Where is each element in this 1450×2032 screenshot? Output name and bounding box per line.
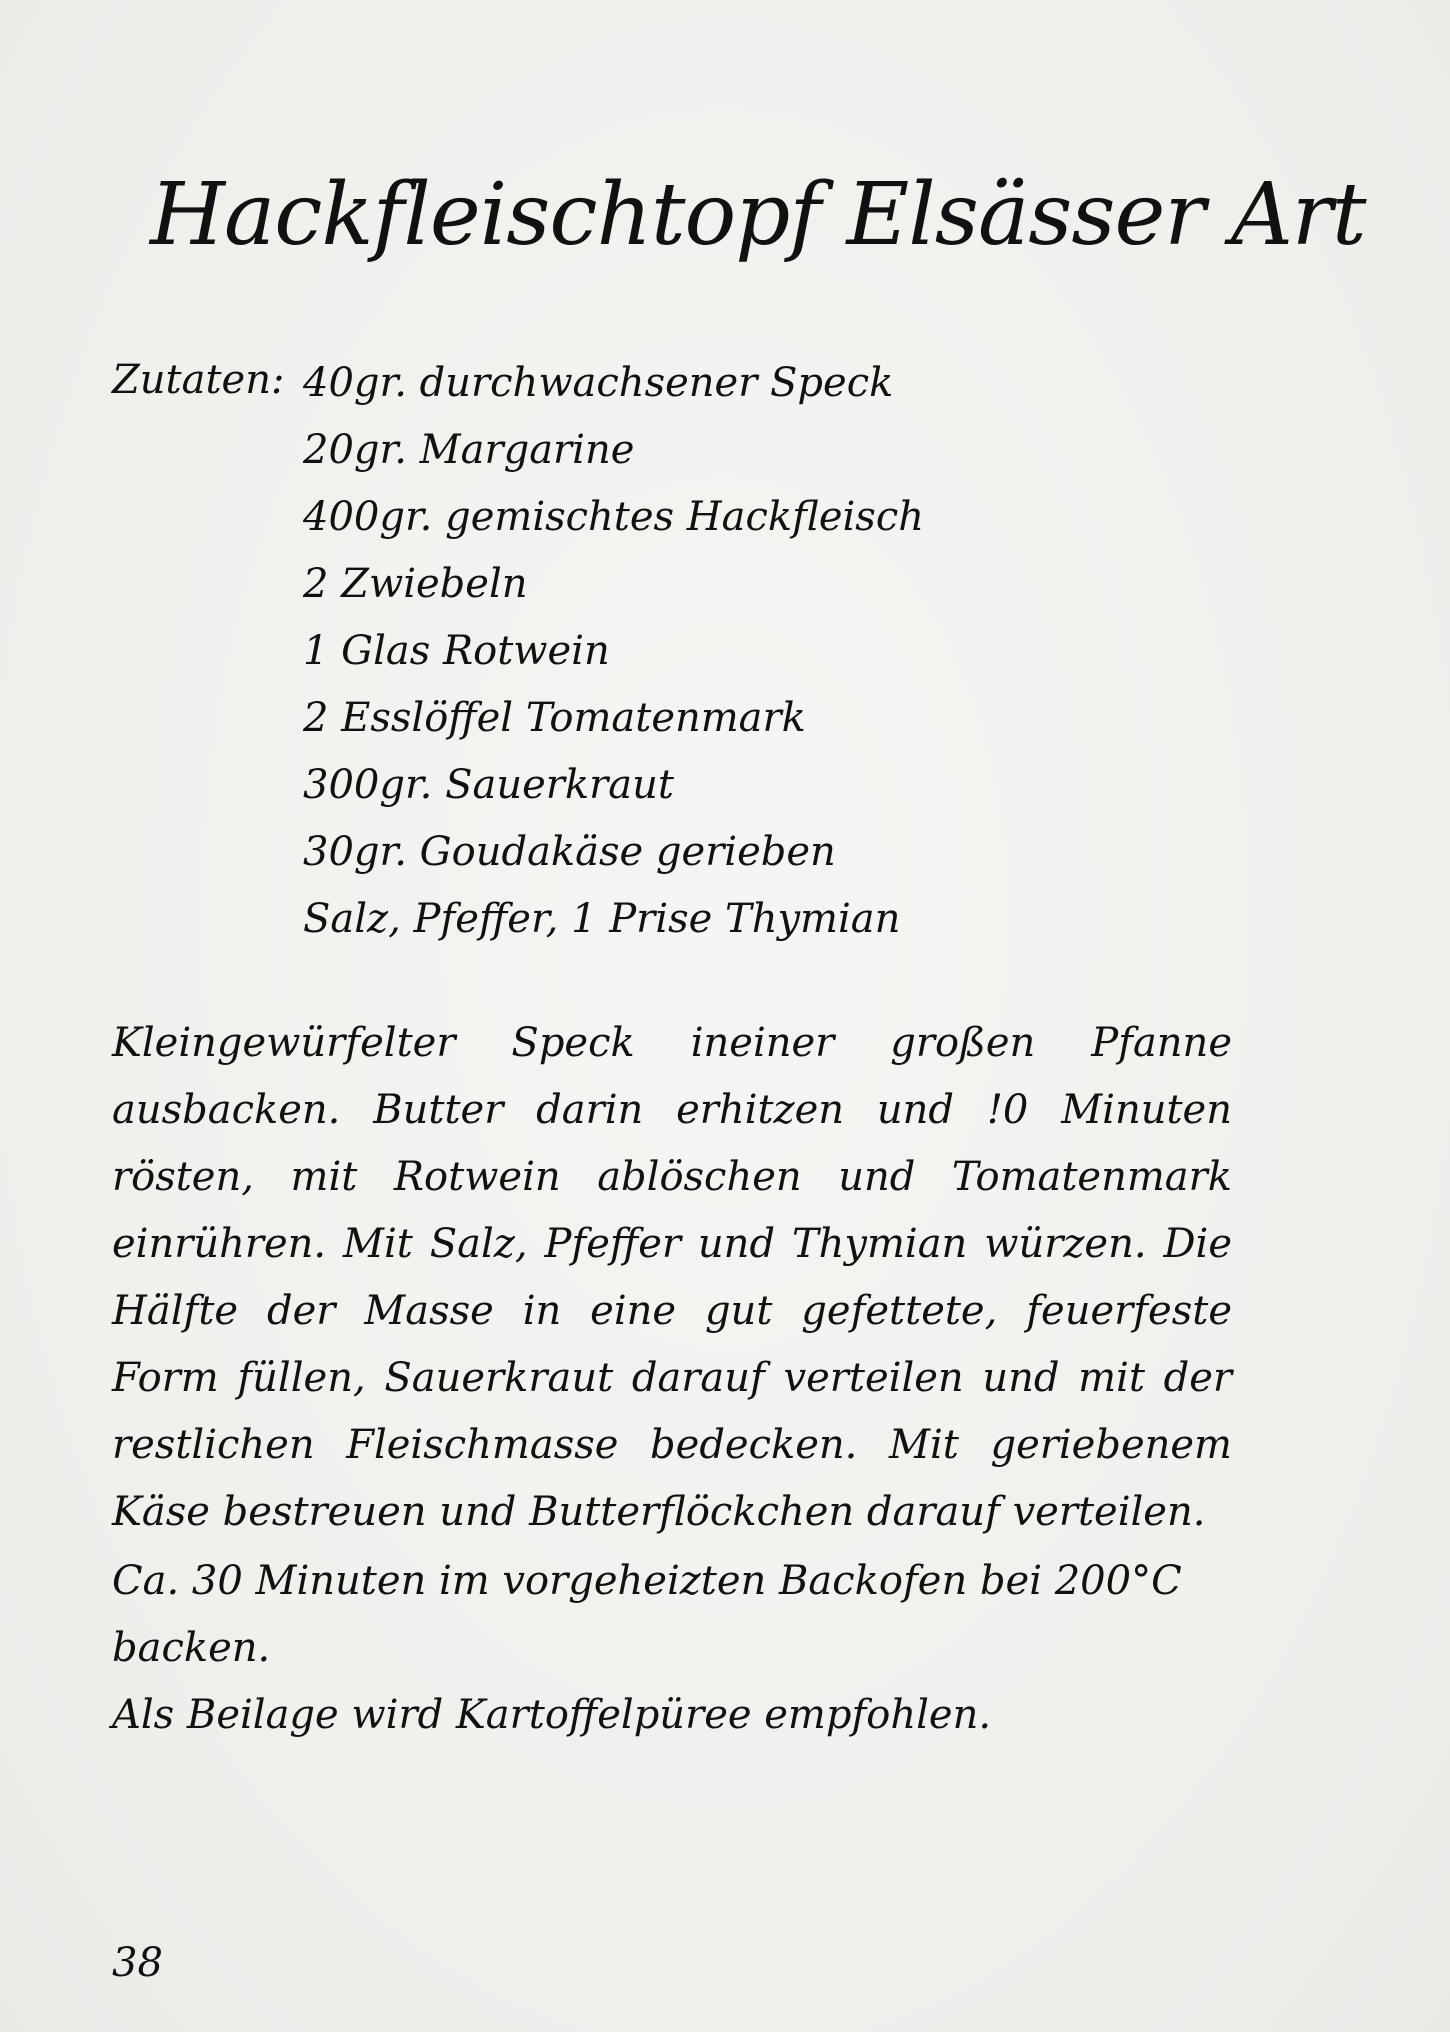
page-number: 38 [112, 1940, 163, 1986]
ingredient-item: 40gr. durchwachsener Speck [303, 360, 894, 406]
recipe-title: Hackfleischtopf Elsässer Art [150, 165, 1366, 265]
ingredient-item: 1 Glas Rotwein [303, 628, 610, 674]
ingredient-item: 2 Esslöffel Tomatenmark [303, 695, 806, 741]
method-paragraph: Kleingewürfelter Speck ineiner großen Pfanne ausbacken. Butter darin erhitzen und !0 Minuten rösten, mit Rotwein ablöschen und Tomatenmark einrühren. Mit Salz, Pfeffer und Thymian würzen. Die Hälfte der Masse in eine gut gefettete, feuerfeste Form füllen, Sauerkraut darauf verteilen und mit der restlichen Fleischmasse bedecken. Mit geriebenem Käse bestreuen und Butterflöckchen darauf verteilen. [112, 1020, 1232, 1535]
ingredient-item: 20gr. Margarine [303, 427, 635, 473]
ingredient-item: 300gr. Sauerkraut [303, 762, 674, 808]
ingredient-item: 2 Zwiebeln [303, 561, 528, 607]
ingredient-item: Salz, Pfeffer, 1 Prise Thymian [303, 896, 901, 942]
ingredient-item: 30gr. Goudakäse gerieben [303, 829, 836, 875]
ingredients-label: Zutaten: [112, 357, 285, 403]
ingredient-list [303, 350, 924, 953]
side-dish-recommendation: Als Beilage wird Kartoffelpüree empfohlen. [112, 1692, 992, 1738]
baking-instruction: Ca. 30 Minuten im vorgeheizten Backofen bei 200°C backen. [112, 1558, 1182, 1671]
ingredient-item: 400gr. gemischtes Hackfleisch [303, 494, 924, 540]
